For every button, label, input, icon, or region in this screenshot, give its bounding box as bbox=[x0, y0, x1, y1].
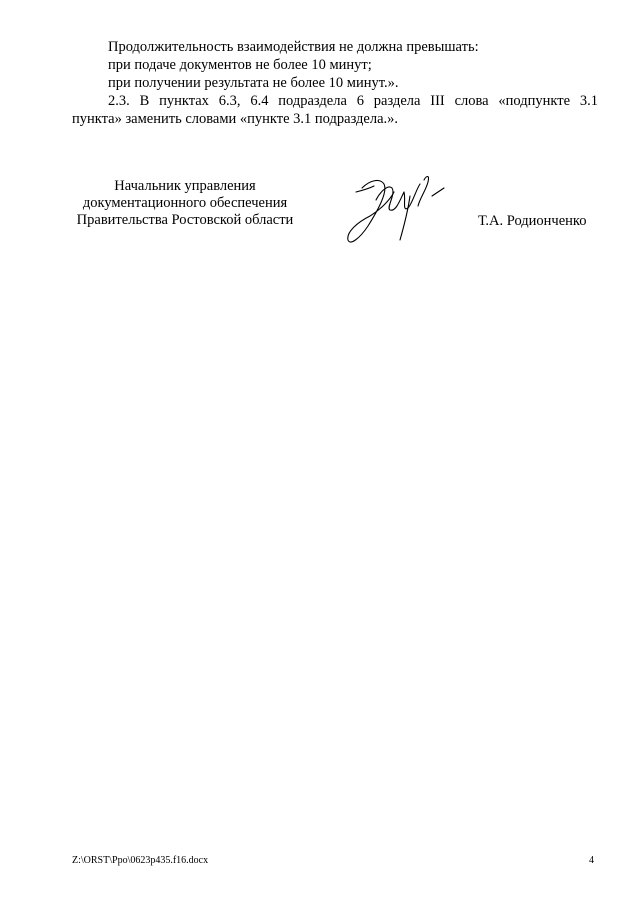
signer-name: Т.А. Родионченко bbox=[478, 213, 587, 229]
signer-title-line1: Начальник управления bbox=[114, 178, 256, 194]
signer-title-line3: Правительства Ростовской области bbox=[76, 212, 294, 228]
signer-title-line2: документационного обеспечения bbox=[82, 195, 288, 211]
paragraph-2-3-line2: пункта» заменить словами «пункте 3.1 подраздела.». bbox=[72, 111, 399, 127]
handwritten-signature bbox=[340, 170, 450, 255]
signature-stroke-main bbox=[348, 181, 394, 243]
paragraph-2-3-line1: 2.3. В пунктах 6.3, 6.4 подраздела 6 раздела III слова «подпункте 3.1 bbox=[108, 93, 598, 109]
page-number: 4 bbox=[589, 855, 594, 866]
signer-title bbox=[72, 178, 298, 229]
body-line-duration: Продолжительность взаимодействия не должна превышать: bbox=[108, 39, 479, 55]
body-line-submission: при подаче документов не более 10 минут; bbox=[108, 57, 372, 73]
footer-file-path: Z:\ORST\Ppo\0623p435.f16.docx bbox=[72, 855, 209, 866]
body-line-receipt: при получении результата не более 10 минут.». bbox=[108, 75, 399, 91]
signature-stroke-dash bbox=[432, 188, 444, 196]
signature-stroke-underline bbox=[356, 186, 374, 192]
signature-stroke-tail bbox=[418, 177, 429, 207]
